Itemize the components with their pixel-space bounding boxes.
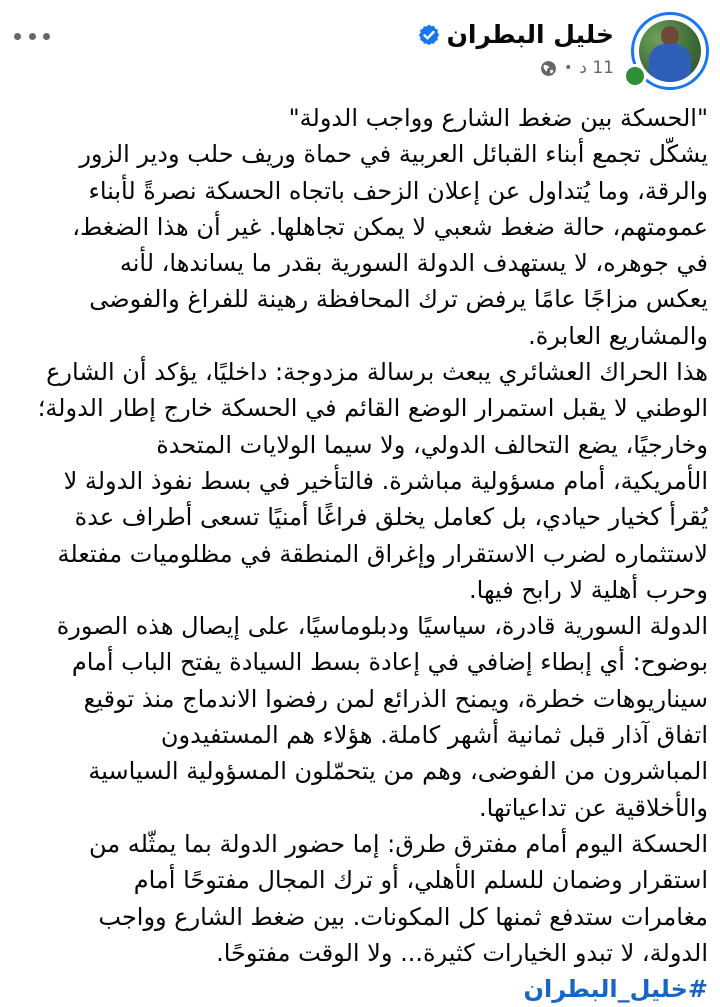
hashtag-link[interactable]: #خليل_البطران bbox=[523, 975, 708, 1004]
post-line: عمومتهم، حالة ضغط شعبي لا يمكن تجاهلها. غير أن هذا الضغط، bbox=[72, 212, 708, 241]
post-line: الوطني لا يقبل استمرار الوضع القائم في الحسكة خارج إطار الدولة؛ bbox=[37, 394, 708, 423]
post-line: الدولة السورية قادرة، سياسيًا ودبلوماسيًا، على إيصال هذه الصورة bbox=[56, 612, 708, 641]
post-text bbox=[8, 100, 708, 1007]
post-header bbox=[0, 0, 720, 96]
post-line: استقرار وضمان للسلم الأهلي، أو ترك المجال مفتوحًا أمام bbox=[133, 866, 708, 895]
post-line: مغامرات ستدفع ثمنها كل المكونات. بين ضغط الشارع وواجب bbox=[98, 902, 708, 931]
verified-badge-icon bbox=[417, 23, 441, 47]
post-line: سيناريوهات خطرة، ويمنح الذرائع لمن رفضوا الاندماج منذ توقيع bbox=[83, 684, 708, 713]
more-options-button[interactable] bbox=[14, 26, 50, 46]
more-horizontal-icon bbox=[14, 33, 21, 40]
post-line: يُقرأ كخيار حيادي، بل كعامل يخلق فراغًا أمنيًا تسعى أطراف عدة bbox=[74, 503, 708, 532]
post-line: "الحسكة بين ضغط الشارع وواجب الدولة" bbox=[288, 104, 708, 132]
more-horizontal-icon bbox=[43, 33, 50, 40]
post-line: الحسكة اليوم أمام مفترق طرق: إما حضور الدولة بما يمثّله من bbox=[88, 829, 708, 858]
post-line: والرقة، وما يُتداول عن إعلان الزحف باتجاه الحسكة نصرةً لأبناء bbox=[88, 176, 708, 205]
post-line: اتفاق آذار قبل ثمانية أشهر كاملة. هؤلاء هم المستفيدون bbox=[160, 721, 708, 750]
post-line: في جوهره، لا يستهدف الدولة السورية بقدر ما يساندها، لأنه bbox=[119, 249, 708, 278]
avatar[interactable] bbox=[631, 12, 709, 90]
author-name[interactable]: خليل البطران bbox=[446, 20, 614, 49]
online-status-icon bbox=[623, 64, 647, 88]
post-line: هذا الحراك العشائري يبعث برسالة مزدوجة: داخليًا، يؤكد أن الشارع bbox=[46, 358, 708, 387]
post-line: يشكّل تجمع أبناء القبائل العربية في حماة وريف حلب ودير الزور bbox=[79, 140, 708, 169]
avatar-image bbox=[639, 20, 701, 82]
post-line: والمشاريع العابرة. bbox=[528, 321, 708, 350]
post-line: لاستثماره لضرب الاستقرار وإغراق المنطقة في مظلوميات مفتعلة bbox=[57, 539, 708, 568]
meta-separator: • bbox=[564, 60, 573, 76]
post-line: المباشرون من الفوضى، وهم من يتحمّلون المسؤولية السياسية bbox=[88, 757, 708, 786]
post-time[interactable]: 11 د bbox=[579, 58, 614, 78]
more-horizontal-icon bbox=[29, 33, 36, 40]
post-line: الدولة، لا تبدو الخيارات كثيرة... ولا الوقت مفتوحًا. bbox=[216, 938, 708, 967]
author-row bbox=[417, 20, 614, 49]
post-line: وخارجيًا، يضع التحالف الدولي، ولا سيما الولايات المتحدة bbox=[156, 430, 708, 459]
globe-icon[interactable] bbox=[540, 60, 557, 77]
post-meta bbox=[540, 58, 614, 78]
post-line: الأمريكية، أمام مسؤولية مباشرة. فالتأخير في بسط نفوذ الدولة لا bbox=[63, 466, 708, 495]
post-line: وحرب أهلية لا رابح فيها. bbox=[469, 575, 708, 604]
post-line: والأخلاقية عن تداعياتها. bbox=[479, 793, 708, 822]
post-line: بوضوح: أي إبطاء إضافي في إعادة بسط السيادة يفتح الباب أمام bbox=[71, 648, 708, 677]
post-line: يعكس مزاجًا عامًا يرفض ترك المحافظة رهينة للفراغ والفوضى bbox=[89, 285, 708, 314]
